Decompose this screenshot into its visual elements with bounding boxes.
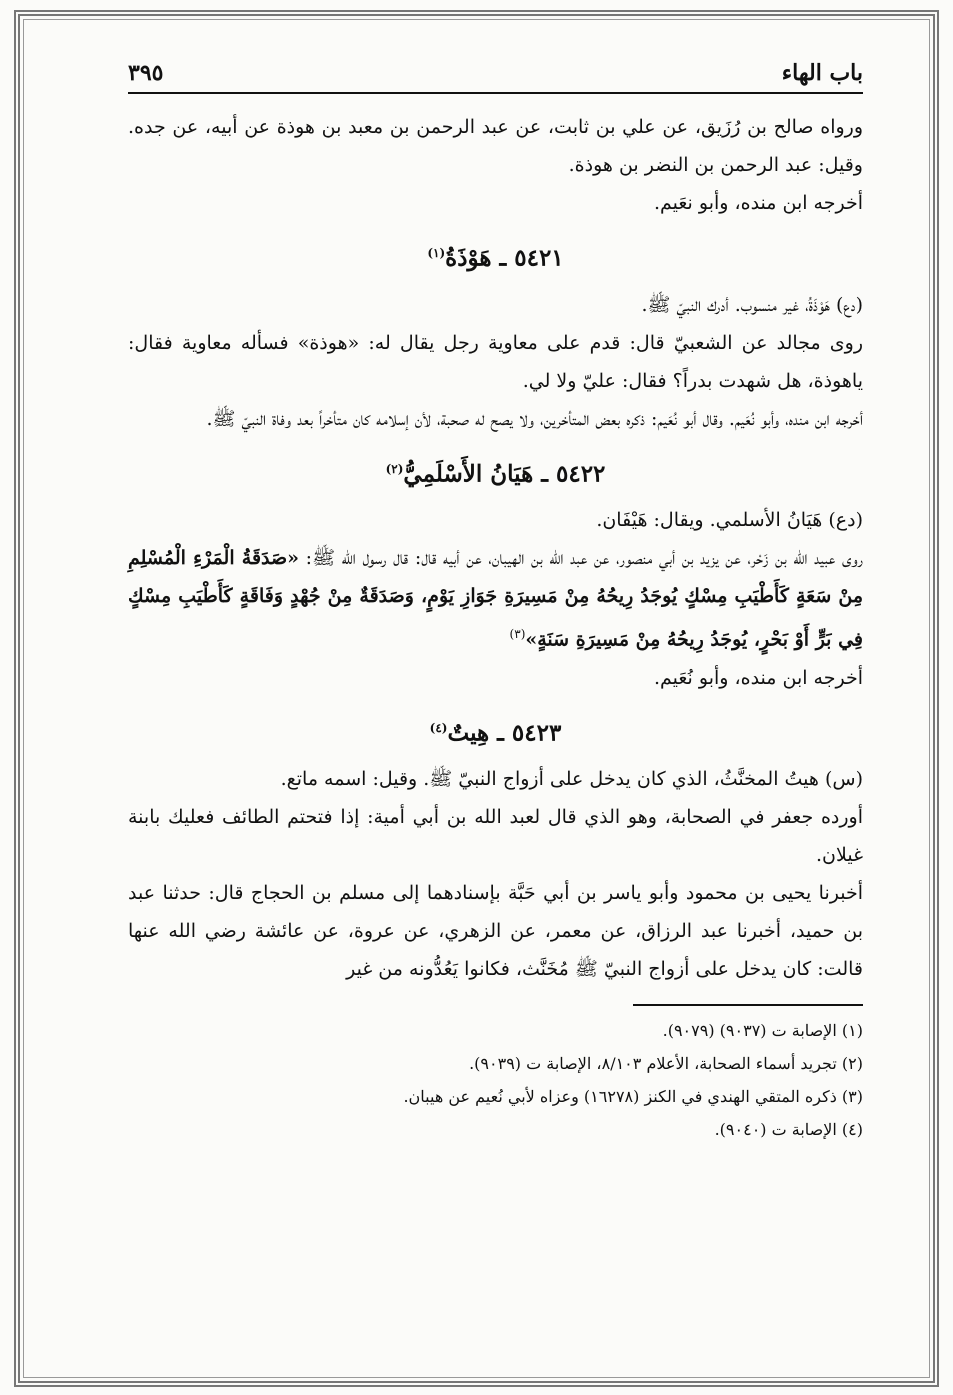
entry-title: ٥٤٢٣ ـ هِيتٌ [447,719,562,747]
chapter-title: باب الهاء [781,60,863,86]
page-number: ٣٩٥ [128,60,164,86]
entry-title: ٥٤٢١ ـ هَوْذَةُ [445,244,564,272]
page-header [128,58,863,94]
paragraph: أخرجه ابن منده، وأبو نُعَيم. وقال أبو نُعَيم: ذكره بعض المتأخرين، ولا يصح له صحبة، لأن إسلامه كان متأخراً بعد وفاة النبيّ ﷺ. [206,407,863,430]
footnote: (١) الإصابة ت (٩٠٣٧) (٩٠٧٩). [662,1021,863,1041]
paragraph: ورواه صالح بن رُزَيق، عن علي بن ثابت، عن عبد الرحمن بن معبد بن هوذة عن أبيه، عن جده. وقيل: عبد الرحمن بن النضر بن هوذة. [128,116,863,176]
footnote: (٣) ذكره المتقي الهندي في الكنز (١٦٢٧٨) وعزاه لأبي نُعيم عن هيبان. [403,1087,863,1107]
paragraph: أخرجه ابن منده، وأبو نُعَيم. [653,666,863,689]
footnote: (٢) تجريد أسماء الصحابة، الأعلام ٨/١٠٣، الإصابة ت (٩٠٣٩). [469,1054,863,1074]
footnote: (٤) الإصابة ت (٩٠٤٠). [714,1120,863,1140]
paragraph: أخبرنا يحيى بن محمود وأبو ياسر بن أبي حَبَّة بإسنادهما إلى مسلم بن الحجاج قال: حدثنا عبد بن حميد، أخبرنا عبد الرزاق، عن معمر، عن الزهري، عن عروة، عن عائشة رضي الله عنها قالت: كان يدخل على أزواج النبيّ ﷺ مُخَنَّث، فكانوا يَعُدُّونه من غير [128,882,863,981]
footnote-ref: (١) [427,246,446,260]
page-content [128,58,863,1146]
entry-heading-5423 [128,711,863,751]
entry-heading-5422 [128,452,863,492]
footnote-ref: (٣) [509,627,526,642]
entry-heading-5421 [128,236,863,276]
footnote-divider [633,1004,863,1006]
paragraph-hadith [128,539,863,658]
hadith-intro: روى عبيد الله بن زَحْر، عن يزيد بن أبي منصور، عن عبد الله بن الهيبان، عن أبيه قال: قال رسول الله ﷺ: [299,547,863,570]
hadith-text: «صَدَقَةُ الْمَرْءِ الْمُسْلِمِ مِنْ سَعَةٍ كَأَطْيَبِ مِسْكٍ يُوجَدُ رِيحُهُ مِنْ مَسِيرَةِ جَوَازِ يَوْمٍ، وَصَدَقَةٌ مِنْ جُهْدٍ وَفَاقَةٍ كَأَطْيَبِ مِسْكٍ فِي بَرٍّ أَوْ بَحْرٍ، يُوجَدُ رِيحُهُ مِنْ مَسِيرَةِ سَنَةٍ» [128,547,863,651]
paragraph: أخرجه ابن منده، وأبو نعَيم. [653,192,863,214]
paragraph: روى مجالد عن الشعبيّ قال: قدم على معاوية رجل يقال له: «هوذة» فسأله معاوية فقال: ياهوذة، هل شهدت بدراً؟ فقال: عليّ ولا لي. [128,331,863,392]
entry-title: ٥٤٢٢ ـ هَيَانُ الأَسْلَمِيُّ [403,460,606,488]
paragraph: (س) هيتُ المخنَّثُ، الذي كان يدخل على أزواج النبيّ ﷺ. وقيل: اسمه ماتع. [280,768,863,791]
paragraph: (دع) هَيَانُ الأسلمي. ويقال: هَيْفَان. [596,509,863,532]
footnote-ref: (٤) [429,720,448,735]
paragraph: (دع) هَوْذَةُ، غير منسوب. أدرك النبيّ ﷺ. [641,293,863,316]
footnote-ref: (٢) [385,461,404,476]
paragraph: أورده جعفر في الصحابة، وهو الذي قال لعبد الله بن أبي أمية: إذا فتحتم الطائف فعليك بابنة غيلان. [128,806,863,867]
